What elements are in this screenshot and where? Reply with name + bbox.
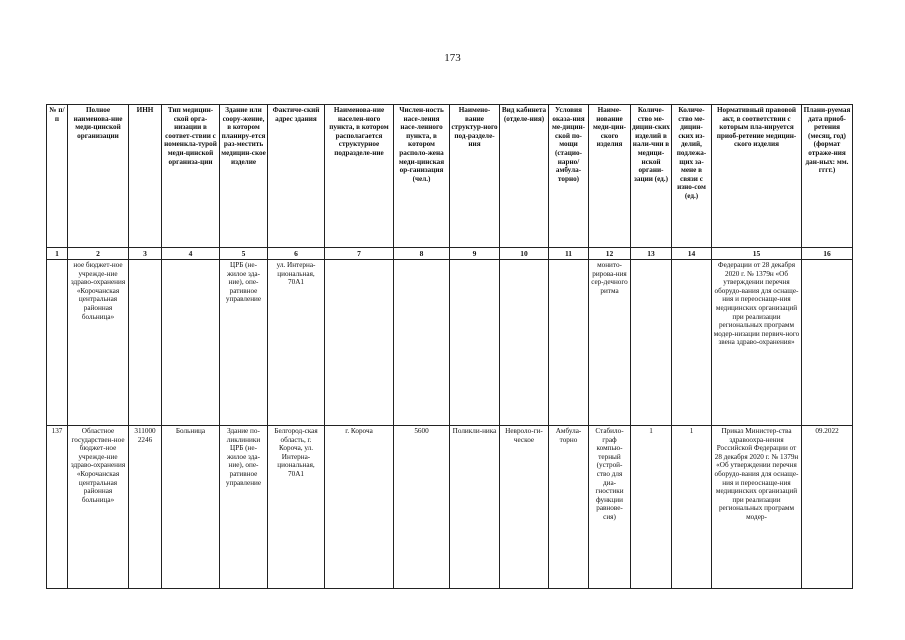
- column-number: 11: [549, 248, 589, 260]
- header-cell: Наимено-вание структур-ного под-разделе-ния: [450, 105, 500, 248]
- header-row: [47, 105, 853, 248]
- table-cell: [129, 260, 162, 426]
- page-number: 173: [444, 52, 461, 64]
- table-cell: Белгород-ская область, г. Короча, ул. Интерна-циональная, 70А1: [268, 426, 325, 589]
- table-cell: [500, 260, 549, 426]
- header-cell: Наименова-ние населен-ного пункта, в котором располагается структурное подразделе-ние: [325, 105, 394, 248]
- header-cell: Плани-руемая дата приоб-ретения (месяц, год) (формат отраже-ния дан-ных: мм. гггг.): [802, 105, 853, 248]
- table-cell: 09.2022: [802, 426, 853, 589]
- table-cell: [394, 260, 450, 426]
- table-cell: Областное государствен-ное бюджет-ное учрежде-ние здраво-охранения «Корочанская центральная районная больница»: [68, 426, 129, 589]
- table-row: [47, 426, 853, 589]
- table-cell: монито-рирова-ния сер-дечного ритма: [589, 260, 631, 426]
- table-cell: 5600: [394, 426, 450, 589]
- column-number: 14: [672, 248, 712, 260]
- table-cell: Больница: [162, 426, 220, 589]
- column-number: 7: [325, 248, 394, 260]
- table-cell: Приказ Министер-ства здравоохра-нения Российской Федерации от 28 декабря 2020 г. № 1379н «Об утверждении перечня оборудо-вания для оснаще-ния и переоснаще-ния медицинских организаций при реализации региональных программ модер-: [712, 426, 802, 589]
- column-number: 1: [47, 248, 68, 260]
- column-number: 12: [589, 248, 631, 260]
- table-cell: Здание по-ликлиники ЦРБ (не-жилое зда-ние), опе-ративное управление: [220, 426, 268, 589]
- table-cell: [162, 260, 220, 426]
- column-number: 3: [129, 248, 162, 260]
- table-cell: ное бюджет-ное учрежде-ние здраво-охранения «Корочанская центральная районная больница»: [68, 260, 129, 426]
- column-number: 16: [802, 248, 853, 260]
- table-cell: 1: [631, 426, 672, 589]
- column-number: 8: [394, 248, 450, 260]
- header-cell: Наиме-нование меди-цин-ского изделия: [589, 105, 631, 248]
- table-cell: [47, 260, 68, 426]
- table-cell: [631, 260, 672, 426]
- table-cell: Амбула-торно: [549, 426, 589, 589]
- header-cell: Вид кабинета (отделе-ния): [500, 105, 549, 248]
- table-cell: Федерации от 28 декабря 2020 г. № 1379н «Об утверждении перечня оборудо-вания для оснаще-ния и переоснаще-ния медицинских организаций при реализации региональных программ модер-низации первич-ного звена здраво-охранения»: [712, 260, 802, 426]
- header-cell: ИНН: [129, 105, 162, 248]
- header-cell: Полное наименова-ние меди-цинской организации: [68, 105, 129, 248]
- table-cell: 137: [47, 426, 68, 589]
- column-number: 9: [450, 248, 500, 260]
- header-cell: Здание или соору-жение, в котором планиру-ется раз-местить медицин-ское изделие: [220, 105, 268, 248]
- column-number: 13: [631, 248, 672, 260]
- header-cell: Условия оказа-ния ме-дицин-ской по-мощи (стацио-нарно/ амбула-торно): [549, 105, 589, 248]
- header-cell: Количе-ство ме-дицин-ских из-делий, подлежа-щих за-мене в связи с изно-сом (ед.): [672, 105, 712, 248]
- header-cell: Тип медицин-ской орга-низации в соответ-ствии с номенкла-турой меди-цинской организа-ции: [162, 105, 220, 248]
- header-cell: Фактиче-ский адрес здания: [268, 105, 325, 248]
- header-cell: Количе-ство ме-дицин-ских изделий в нали-чии в медици-нской органи-зации (ед.): [631, 105, 672, 248]
- table-cell: ул. Интерна-циональная, 70А1: [268, 260, 325, 426]
- table-cell: Стабило-граф компью-терный (устрой-ство для диа-гностики функции равнове-сия): [589, 426, 631, 589]
- table-cell: 311000 2246: [129, 426, 162, 589]
- column-number-row: [47, 248, 853, 260]
- table-cell: г. Короча: [325, 426, 394, 589]
- table-cell: [672, 260, 712, 426]
- column-number: 5: [220, 248, 268, 260]
- header-cell: Нормативный правовой акт, в соответствии с которым пла-нируется приоб-ретение медицин-ского изделия: [712, 105, 802, 248]
- table-cell: Поликли-ника: [450, 426, 500, 589]
- equipment-table: [46, 104, 853, 589]
- table-cell: [802, 260, 853, 426]
- table-cell: 1: [672, 426, 712, 589]
- column-number: 15: [712, 248, 802, 260]
- header-cell: Числен-ность насе-ления насе-ленного пункта, в котором располо-жена меди-цинская ор-ганизация (чел.): [394, 105, 450, 248]
- column-number: 6: [268, 248, 325, 260]
- column-number: 2: [68, 248, 129, 260]
- column-number: 10: [500, 248, 549, 260]
- column-number: 4: [162, 248, 220, 260]
- header-cell: № п/п: [47, 105, 68, 248]
- table-row: [47, 260, 853, 426]
- table-cell: [325, 260, 394, 426]
- table-cell: Невроло-ги-ческое: [500, 426, 549, 589]
- table-cell: ЦРБ (не-жилое зда-ние), опе-ративное управление: [220, 260, 268, 426]
- table-cell: [549, 260, 589, 426]
- table-cell: [450, 260, 500, 426]
